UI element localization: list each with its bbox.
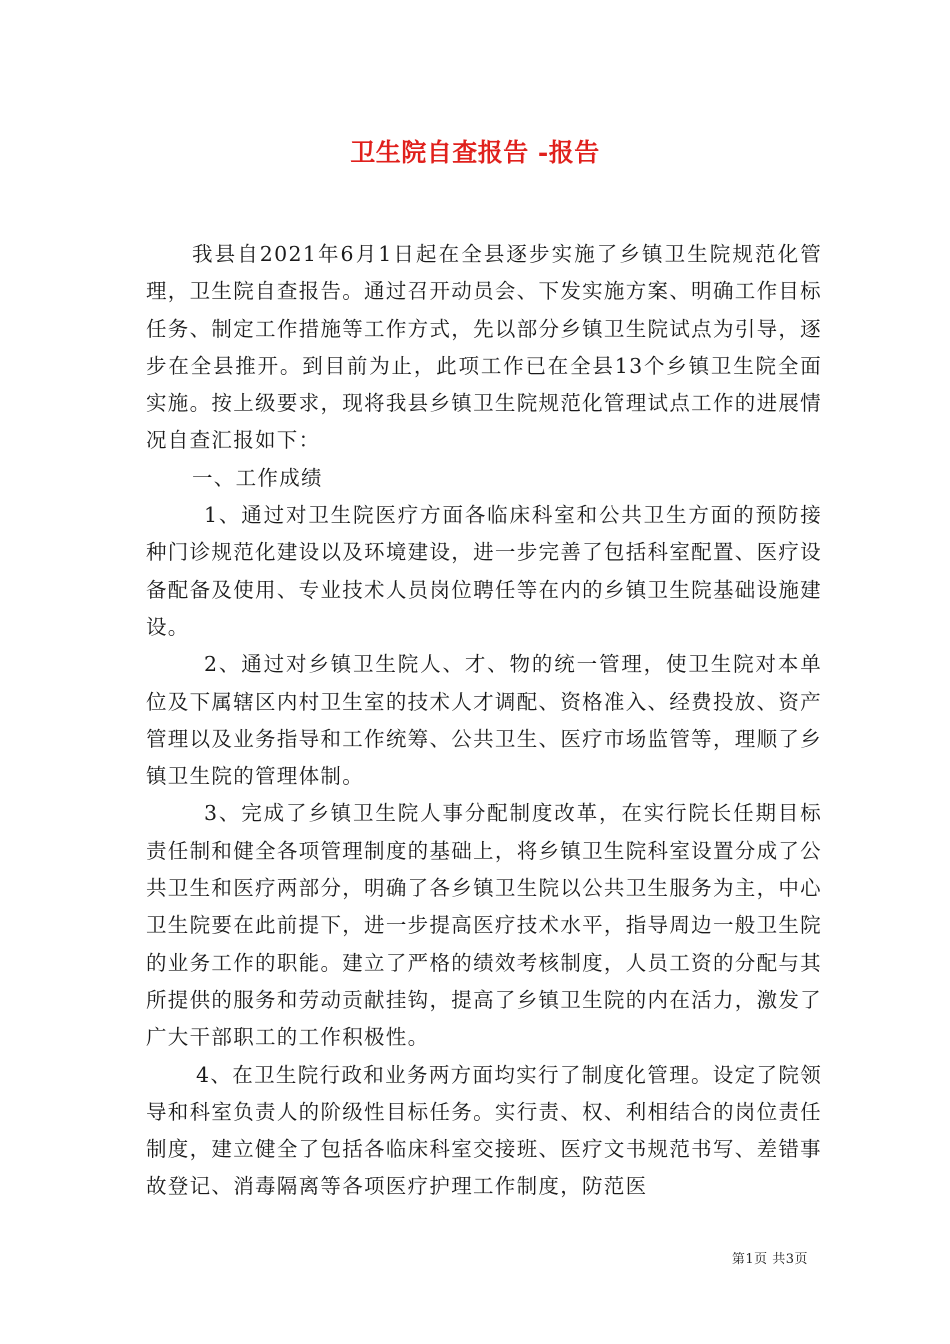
- paragraph-item-3: 3、完成了乡镇卫生院人事分配制度改革，在实行院长任期目标责任制和健全各项管理制度的基础上，将乡镇卫生院科室设置分成了公共卫生和医疗两部分，明确了各乡镇卫生院以公共卫生服务为主，中心卫生院要在此前提下，进一步提高医疗技术水平，指导周边一般卫生院的业务工作的职能。建立了严格的绩效考核制度，人员工资的分配与其所提供的服务和劳动贡献挂钩，提高了乡镇卫生院的内在活力，激发了广大干部职工的工作积极性。: [146, 801, 822, 1050]
- page-number-footer: 第1页 共3页: [731, 1252, 808, 1267]
- paragraph-item-1: 1、通过对卫生院医疗方面各临床科室和公共卫生方面的预防接种门诊规范化建设以及环境建设，进一步完善了包括科室配置、医疗设备配备及使用、专业技术人员岗位聘任等在内的乡镇卫生院基础设施建设。: [146, 503, 822, 639]
- section-heading-achievements: 一、工作成绩: [192, 465, 323, 490]
- document-title: 卫生院自查报告 -报告: [350, 138, 600, 167]
- paragraph-item-2: 2、通过对乡镇卫生院人、才、物的统一管理，使卫生院对本单位及下属辖区内村卫生室的技术人才调配、资格准入、经费投放、资产管理以及业务指导和工作统筹、公共卫生、医疗市场监管等，理顺了乡镇卫生院的管理体制。: [146, 652, 822, 789]
- document-body: [146, 236, 822, 1206]
- paragraph-intro: 我县自2021年6月1日起在全县逐步实施了乡镇卫生院规范化管理，卫生院自查报告。通过召开动员会、下发实施方案、明确工作目标任务、制定工作措施等工作方式，先以部分乡镇卫生院试点为引导，逐步在全县推开。到目前为止，此项工作已在全县13个乡镇卫生院全面实施。按上级要求，现将我县乡镇卫生院规范化管理试点工作的进展情况自查汇报如下：: [146, 242, 822, 453]
- paragraph-item-4: 4、在卫生院行政和业务两方面均实行了制度化管理。设定了院领导和科室负责人的阶级性目标任务。实行责、权、利相结合的岗位责任制度，建立健全了包括各临床科室交接班、医疗文书规范书写、差错事故登记、消毒隔离等各项医疗护理工作制度，防范医: [146, 1062, 822, 1199]
